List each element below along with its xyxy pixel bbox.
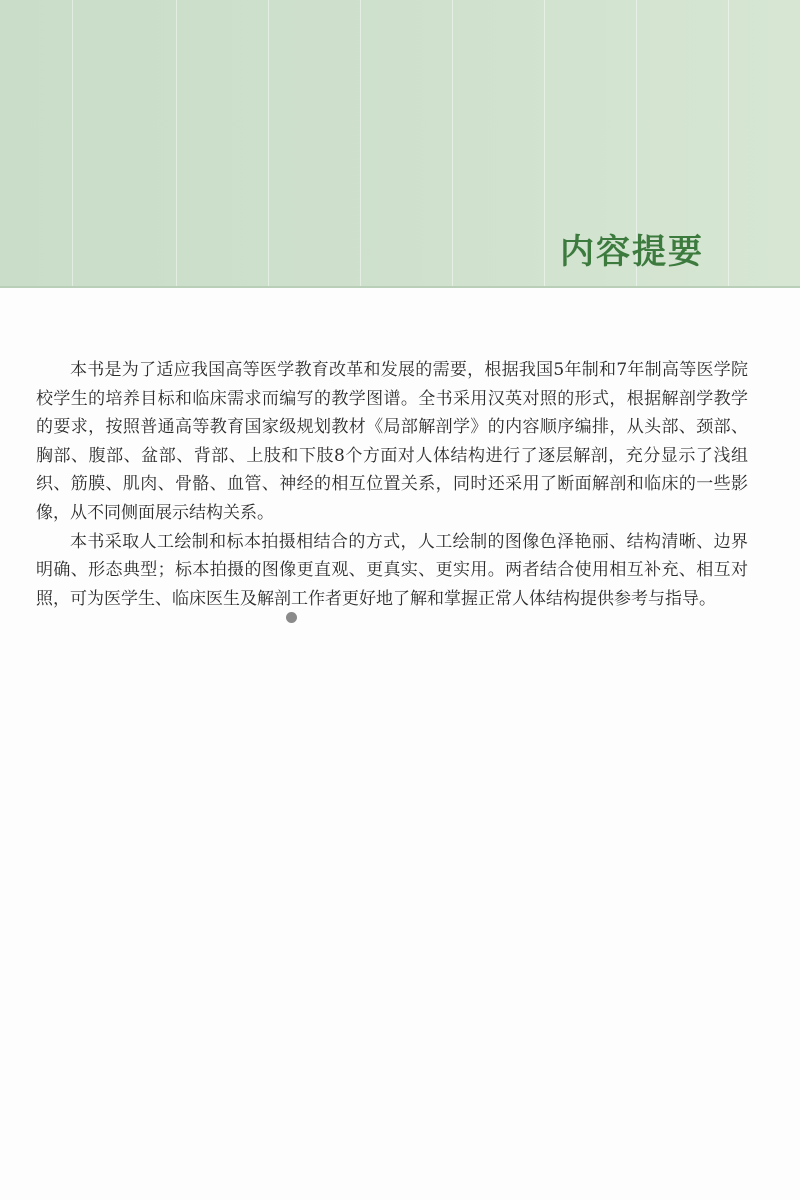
banner-stripe bbox=[176, 0, 177, 288]
paragraph-2: 本书采取人工绘制和标本拍摄相结合的方式，人工绘制的图像色泽艳丽、结构清晰、边界明确、形态典型；标本拍摄的图像更直观、更真实、更实用。两者结合使用相互补充、相互对照，可为医学生、临床医生及解剖工作者更好地了解和掌握正常人体结构提供参考与指导。 bbox=[36, 531, 748, 609]
banner-stripe bbox=[728, 0, 729, 288]
banner-stripe bbox=[544, 0, 545, 288]
banner-stripe bbox=[360, 0, 361, 288]
print-dot bbox=[286, 612, 297, 623]
summary-body bbox=[36, 356, 748, 613]
header-banner bbox=[0, 0, 800, 288]
banner-stripe bbox=[268, 0, 269, 288]
banner-border bbox=[0, 286, 800, 288]
banner-stripe bbox=[452, 0, 453, 288]
page-title: 内容提要 bbox=[560, 232, 704, 272]
banner-stripe bbox=[72, 0, 73, 288]
paragraph-1: 本书是为了适应我国高等医学教育改革和发展的需要，根据我国5年制和7年制高等医学院校学生的培养目标和临床需求而编写的教学图谱。全书采用汉英对照的形式，根据解剖学教学的要求，按照普通高等教育国家级规划教材《局部解剖学》的内容顺序编排，从头部、颈部、胸部、腹部、盆部、背部、上肢和下肢8个方面对人体结构进行了逐层解剖，充分显示了浅组织、筋膜、肌肉、骨骼、血管、神经的相互位置关系，同时还采用了断面解剖和临床的一些影像，从不同侧面展示结构关系。 bbox=[36, 360, 748, 523]
